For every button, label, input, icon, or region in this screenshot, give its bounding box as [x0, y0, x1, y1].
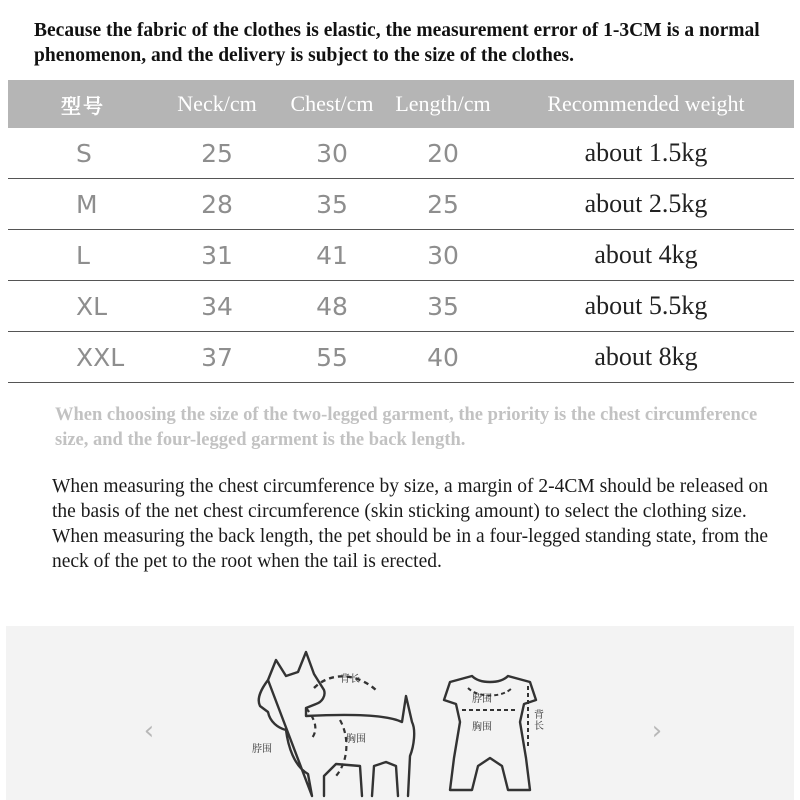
cell-neck: 28 — [158, 179, 276, 230]
cell-chest: 35 — [276, 179, 388, 230]
cell-neck: 34 — [158, 281, 276, 332]
header-size: 型号 — [8, 80, 158, 128]
cell-size: M — [8, 179, 158, 230]
cell-neck: 37 — [158, 332, 276, 383]
dog-chest-label: 胸围 — [346, 734, 366, 745]
table-row — [8, 281, 794, 332]
chevron-left-icon[interactable]: ‹ — [143, 716, 155, 746]
table-row — [8, 332, 794, 383]
cell-length: 40 — [388, 332, 498, 383]
cell-neck: 25 — [158, 128, 276, 179]
cell-size: XL — [8, 281, 158, 332]
header-neck: Neck/cm — [158, 80, 276, 128]
chevron-right-icon[interactable]: › — [651, 716, 663, 746]
cell-weight: about 5.5kg — [498, 281, 794, 332]
cell-length: 25 — [388, 179, 498, 230]
table-row — [8, 128, 794, 179]
cell-size: S — [8, 128, 158, 179]
pet-measurement-illustration — [6, 626, 794, 800]
size-chart-table — [8, 80, 794, 383]
cell-neck: 31 — [158, 230, 276, 281]
measurement-diagram-panel — [6, 626, 794, 800]
cell-weight: about 1.5kg — [498, 128, 794, 179]
elasticity-notice: Because the fabric of the clothes is elastic, the measurement error of 1-3CM is a normal phenomenon, and the delivery is subject to the size of the clothes. — [34, 20, 760, 66]
garment-back-length-label: 背长 — [534, 710, 544, 732]
chest-line — [336, 720, 346, 776]
cell-chest: 55 — [276, 332, 388, 383]
dog-back-length-label: 背长 — [340, 674, 360, 685]
header-length: Length/cm — [388, 80, 498, 128]
measuring-instructions: When measuring the chest circumference by size, a margin of 2-4CM should be released on the basis of the net chest circumference (skin sticking amount) to select the clothing size. When measuring the back length, the pet should be in a four-legged standing state, from the neck of the pet to the root when the tail is erected. — [52, 476, 769, 572]
neck-line — [306, 708, 315, 738]
table-row — [8, 230, 794, 281]
cell-chest: 41 — [276, 230, 388, 281]
cell-weight: about 4kg — [498, 230, 794, 281]
header-chest: Chest/cm — [276, 80, 388, 128]
cell-chest: 48 — [276, 281, 388, 332]
header-weight: Recommended weight — [498, 80, 794, 128]
table-header-row — [8, 80, 794, 128]
garment-chest-label: 胸围 — [472, 722, 492, 733]
cell-weight: about 8kg — [498, 332, 794, 383]
cell-size: XXL — [8, 332, 158, 383]
garment-neck-label: 脖围 — [472, 694, 492, 705]
cell-size: L — [8, 230, 158, 281]
cell-chest: 30 — [276, 128, 388, 179]
dog-neck-label: 脖围 — [252, 744, 272, 755]
table-row — [8, 179, 794, 230]
priority-note: When choosing the size of the two-legged garment, the priority is the chest circumference size, and the four-legged garment is the back length. — [55, 405, 758, 450]
cell-length: 20 — [388, 128, 498, 179]
cell-length: 30 — [388, 230, 498, 281]
cell-weight: about 2.5kg — [498, 179, 794, 230]
cell-length: 35 — [388, 281, 498, 332]
